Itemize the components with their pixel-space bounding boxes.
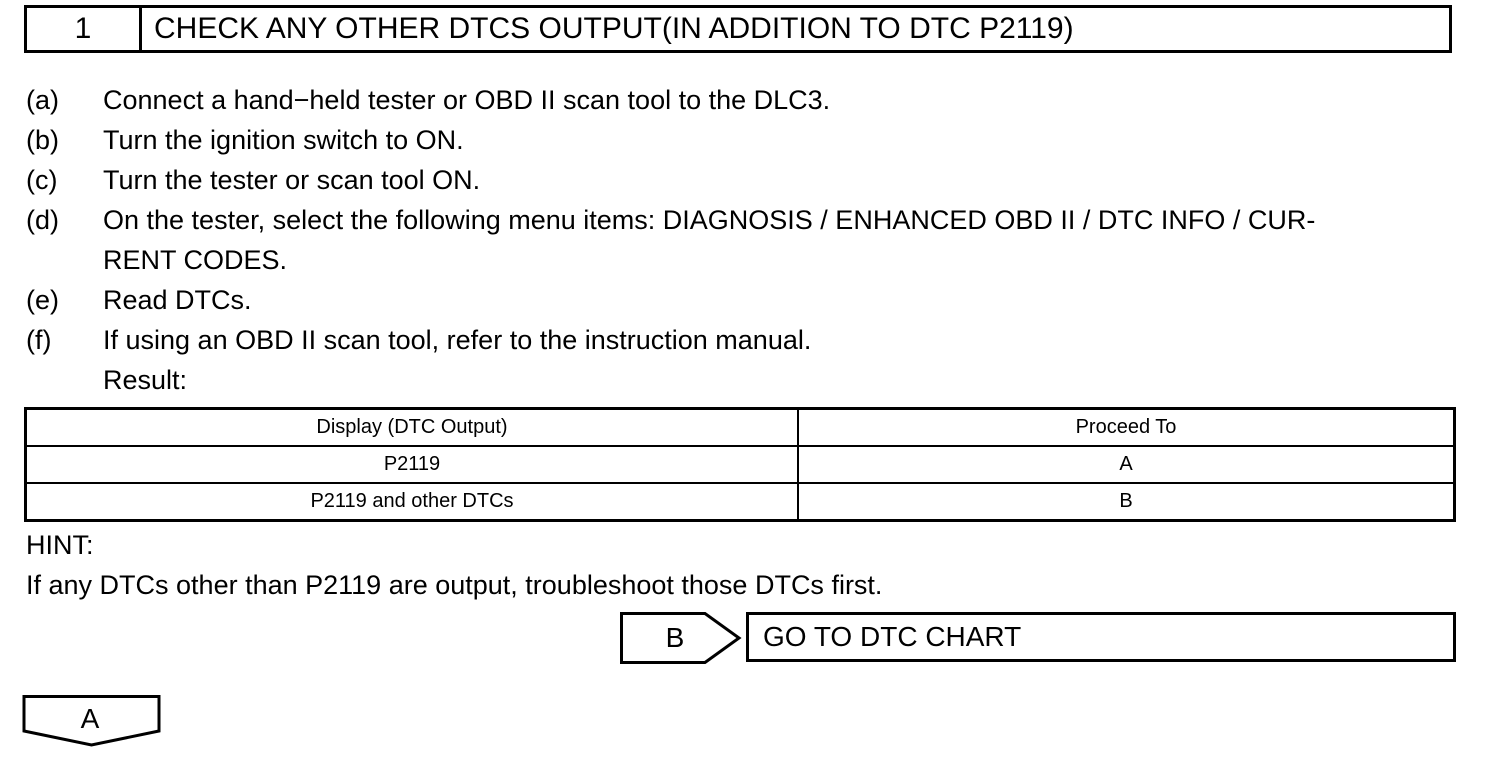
hint-text: If any DTCs other than P2119 are output, troubleshoot those DTCs first. bbox=[26, 570, 883, 600]
result-table bbox=[24, 407, 1456, 522]
step-f bbox=[26, 320, 1466, 360]
step-letter: (f) bbox=[26, 325, 52, 355]
step-e bbox=[26, 280, 1466, 320]
branch-a-label: A bbox=[80, 703, 100, 734]
step-text: Turn the ignition switch to ON. bbox=[103, 125, 464, 155]
hint-title: HINT: bbox=[26, 530, 94, 560]
step-text-line: On the tester, select the following menu items: DIAGNOSIS / ENHANCED OBD II / DTC INFO / CUR- bbox=[103, 205, 1316, 235]
go-to-dtc-chart-box: GO TO DTC CHART bbox=[746, 612, 1456, 662]
result-label: Result: bbox=[103, 365, 188, 395]
step-a bbox=[26, 80, 1466, 120]
branch-b-arrow bbox=[620, 612, 742, 664]
step-text: Read DTCs. bbox=[103, 285, 252, 315]
table-row bbox=[26, 483, 1455, 521]
step-letter: (c) bbox=[26, 165, 58, 195]
step-text: Connect a hand−held tester or OBD II scan tool to the DLC3. bbox=[103, 85, 831, 115]
table-cell: P2119 and other DTCs bbox=[26, 483, 799, 521]
table-row bbox=[26, 446, 1455, 483]
step-text-continuation: RENT CODES. bbox=[103, 245, 288, 275]
step-letter: (b) bbox=[26, 125, 59, 155]
column-header: Display (DTC Output) bbox=[26, 409, 799, 447]
step-title: CHECK ANY OTHER DTCS OUTPUT(IN ADDITION TO DTC P2119) bbox=[154, 12, 1074, 45]
step-letter: (a) bbox=[26, 85, 59, 115]
branch-a-arrow bbox=[22, 695, 162, 747]
step-text bbox=[103, 200, 1466, 280]
step-text: Turn the tester or scan tool ON. bbox=[103, 165, 481, 195]
step-letter: (e) bbox=[26, 285, 59, 315]
table-cell: A bbox=[798, 446, 1455, 483]
table-header-row bbox=[26, 409, 1455, 447]
step-header bbox=[24, 5, 1452, 53]
step-c bbox=[26, 160, 1466, 200]
table-cell: P2119 bbox=[26, 446, 799, 483]
column-header: Proceed To bbox=[798, 409, 1455, 447]
table-cell: B bbox=[798, 483, 1455, 521]
branch-b-label: B bbox=[665, 622, 685, 653]
procedure-steps bbox=[26, 80, 1466, 360]
step-d bbox=[26, 200, 1466, 280]
step-text: If using an OBD II scan tool, refer to the instruction manual. bbox=[103, 325, 812, 355]
step-b bbox=[26, 120, 1466, 160]
step-letter: (d) bbox=[26, 205, 59, 235]
step-number: 1 bbox=[27, 8, 142, 50]
